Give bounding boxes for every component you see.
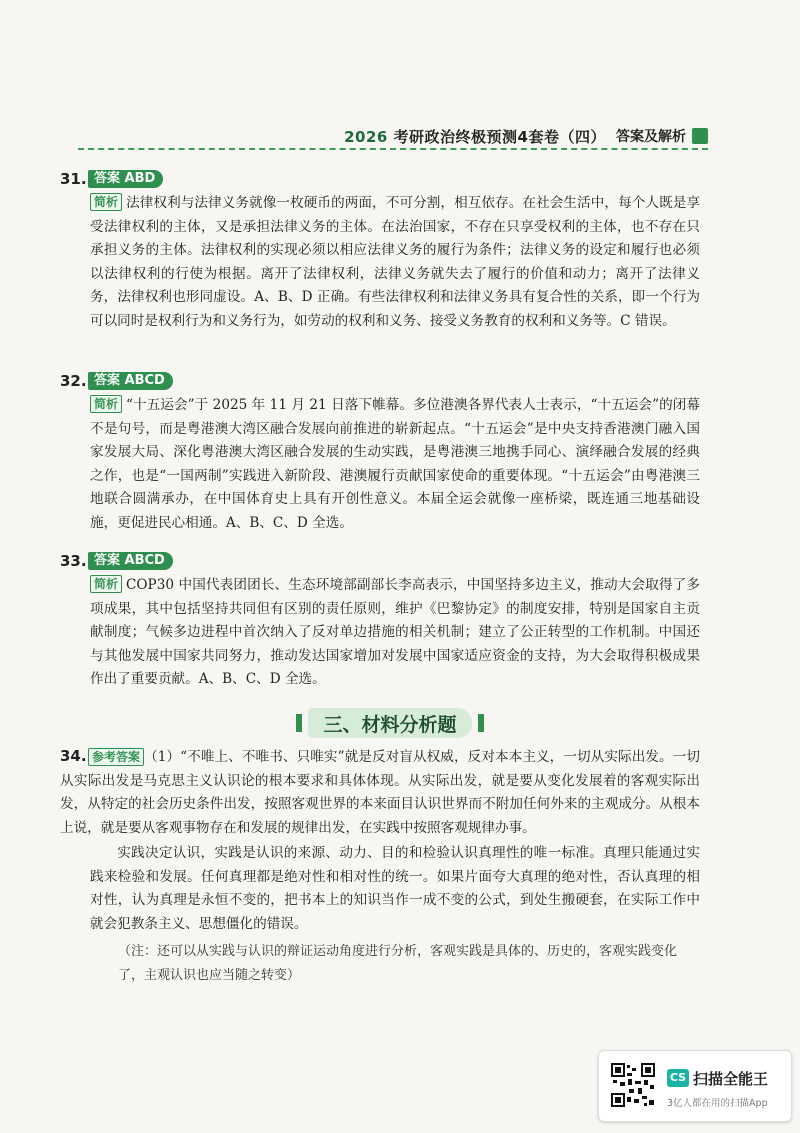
question-31-label [60,168,700,190]
answer-badge: 答案 ABCD [88,372,173,390]
section-deco-right [478,714,484,732]
qr-code-icon [611,1063,655,1107]
question-number: 32. [60,372,87,390]
reference-answer-para-1 [60,745,700,840]
answer-badge: 答案 ABCD [88,552,173,570]
analysis-text [90,192,700,333]
running-header [330,125,708,147]
analysis-text [90,574,700,692]
question-number: 33. [60,552,87,570]
scanner-watermark [598,1050,792,1122]
running-header-title [344,126,606,147]
answer-badge: 答案 ABD [88,170,163,188]
question-34 [60,743,700,988]
question-number: 34. [60,747,87,765]
question-32 [60,370,700,535]
analysis-badge: 简析 [90,193,122,211]
analysis-badge: 简析 [90,575,122,593]
header-year: 2026 [344,127,388,146]
reference-answer-badge: 参考答案 [88,748,144,766]
question-33 [60,550,700,692]
scanner-subtitle: 3亿人都在用的扫描App [667,1098,768,1109]
question-32-label [60,370,700,392]
section-title-text: 三、材料分析题 [323,713,457,736]
analysis-body: “十五运会”于 2025 年 11 月 21 日落下帷幕。多位港澳各界代表人士表示，“十五运会”的闭幕不是句号，而是粤港澳大湾区融合发展向前推进的崭新起点。“十五运会”是中央支持香港澳门融入国家发展大局、深化粤港澳大湾区融合发展的生动实践，是粤港澳三地携手同心、演绎融合发展的经典之作，也是“一国两制”实践进入新阶段、港澳履行贡献国家使命的重要体现。“十五运会”由粤港澳三地联合圆满承办，在中国体育史上具有开创性意义。本届全运会就像一座桥梁，既连通三地基础设施，更促进民心相通。A、B、C、D 全选。 [90,397,700,531]
section-deco-left [296,714,302,732]
analysis-text [90,394,700,535]
question-number: 31. [60,170,87,188]
note-text: （注：还可以从实践与认识的辩证运动角度进行分析，客观实践是具体的、历史的，客观实践变化了，主观认识也应当随之转变） [118,944,678,983]
analysis-badge: 简析 [90,395,122,413]
question-31 [60,168,700,333]
section-title [308,708,472,738]
reference-answer-para-2: 实践决定认识，实践是认识的来源、动力、目的和检验认识真理性的唯一标准。真理只能通过实践来检验和发展。任何真理都是绝对性和相对性的统一。如果片面夸大真理的绝对性，否认真理的相对性，认为真理是永恒不变的，把书本上的知识当作一成不变的公式，到处生搬硬套，在实际工作中就会犯教条主义、思想僵化的错误。 [90,845,700,932]
analysis-body: COP30 中国代表团团长、生态环境部副部长李高表示，中国坚持多边主义，推动大会取得了多项成果，其中包括坚持共同但有区别的责任原则，维护《巴黎协定》的制度安排，特别是国家自主贡献制度；气候多边进程中首次纳入了反对单边措施的相关机制；建立了公正转型的工作机制。中国还与其他发展中国家共同努力，推动发达国家增加对发展中国家适应资金的支持，为大会取得积极成果作出了重要贡献。A、B、C、D 全选。 [90,577,700,687]
header-title-text: 考研政治终极预测4套卷（四） [387,127,606,146]
header-divider [78,148,708,150]
camscanner-logo-icon: CS [667,1069,689,1087]
scanner-title: 扫描全能王 [693,1070,769,1088]
header-tag: 答案及解析 [616,129,686,145]
reference-answer-text-1: （1）“不唯上、不唯书、只唯实”就是反对盲从权威，反对本本主义，一切从实际出发。一切从实际出发是马克思主义认识论的根本要求和具体体现。从实际出发，就是要从变化发展着的客观实际出发，从特定的社会历史条件出发，按照客观世界的本来面目认识世界而不附加任何外来的主观成分。从根本上说，就是要从客观事物存在和发展的规律出发，在实践中按照客观规律办事。 [60,749,700,836]
analysis-body: 法律权利与法律义务就像一枚硬币的两面，不可分割，相互依存。在社会生活中，每个人既是享受法律权利的主体，又是承担法律义务的主体。在法治国家，不存在只享受权利的主体，也不存在只承担义务的主体。法律权利的实现必须以相应法律义务的履行为条件；法律义务的设定和履行也必须以法律权利的行使为根据。离开了法律权利，法律义务就失去了履行的价值和动力；离开了法律义务，法律权利也形同虚设。A、B、D 正确。有些法律权利和法律义务具有复合性的关系，即一个行为可以同时是权利行为和义务行为，如劳动的权利和义务、接受义务教育的权利和义务等。C 错误。 [90,195,700,329]
header-square-icon [692,128,708,144]
question-33-label [60,550,700,572]
